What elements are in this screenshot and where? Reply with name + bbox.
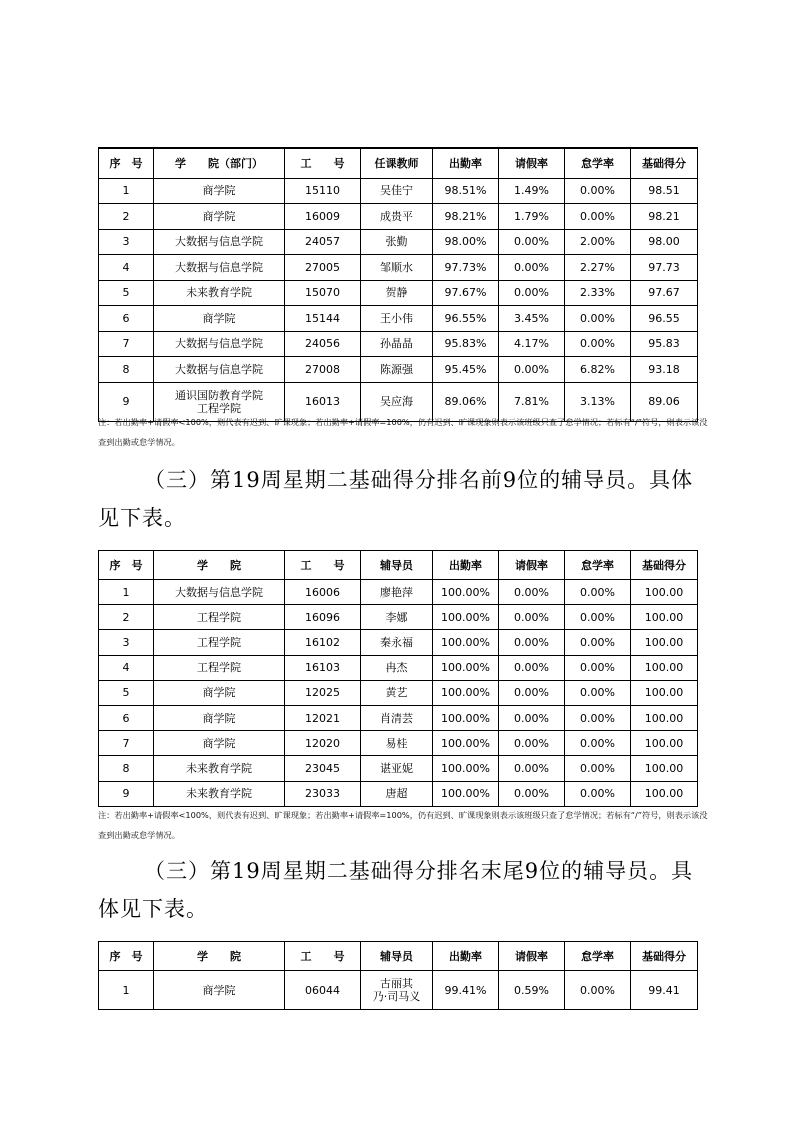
table-cell: 0.00%	[499, 605, 565, 630]
table-cell: 2.27%	[565, 255, 631, 281]
table-cell: 未来教育学院	[154, 756, 285, 781]
table-cell: 4	[99, 255, 154, 281]
table-cell: 27008	[285, 357, 361, 383]
table-cell: 李娜	[361, 605, 433, 630]
table-cell: 96.55%	[433, 306, 499, 332]
table-cell: 1.49%	[499, 178, 565, 204]
table-cell: 商学院	[154, 306, 285, 332]
table-cell: 吴应海	[361, 382, 433, 421]
table-cell: 0.00%	[499, 781, 565, 806]
table-cell: 3.45%	[499, 306, 565, 332]
table-cell: 16006	[285, 580, 361, 605]
column-header: 工 号	[285, 942, 361, 971]
table-cell: 工程学院	[154, 655, 285, 680]
column-header: 请假率	[499, 148, 565, 178]
table-cell: 秦永福	[361, 630, 433, 655]
table-cell: 16102	[285, 630, 361, 655]
table-row	[99, 605, 698, 630]
table-cell: 3.13%	[565, 382, 631, 421]
table-cell: 100.00%	[433, 630, 499, 655]
counselor-bottom-table	[98, 941, 698, 1010]
table-cell: 2.33%	[565, 280, 631, 306]
table-cell: 98.21	[631, 204, 698, 230]
table-row	[99, 705, 698, 730]
table-cell: 100.00%	[433, 605, 499, 630]
section-paragraph	[98, 461, 698, 537]
table-cell: 23045	[285, 756, 361, 781]
table-cell: 100.00	[631, 580, 698, 605]
column-header: 序 号	[99, 942, 154, 971]
table-cell: 0.00%	[565, 306, 631, 332]
column-header: 学 院（部门）	[154, 148, 285, 178]
section-heading-text: （三）第19周星期二基础得分排名前9位的辅导员。具体见下表。	[98, 468, 694, 530]
table-cell: 工程学院	[154, 605, 285, 630]
table-cell: 未来教育学院	[154, 781, 285, 806]
table-row	[99, 756, 698, 781]
table-cell: 100.00%	[433, 705, 499, 730]
table-cell: 1	[99, 580, 154, 605]
table-cell: 冉杰	[361, 655, 433, 680]
table-cell: 27005	[285, 255, 361, 281]
table-cell: 孙晶晶	[361, 331, 433, 357]
table-cell: 易桂	[361, 731, 433, 756]
table-cell: 王小伟	[361, 306, 433, 332]
table-cell: 0.00%	[499, 255, 565, 281]
table-cell: 0.00%	[499, 705, 565, 730]
table-cell: 0.00%	[499, 580, 565, 605]
table-cell: 5	[99, 280, 154, 306]
table-row	[99, 331, 698, 357]
table-cell: 93.18	[631, 357, 698, 383]
table-header	[99, 942, 698, 971]
column-header: 请假率	[499, 942, 565, 971]
table-cell: 张勤	[361, 229, 433, 255]
table-cell: 100.00	[631, 781, 698, 806]
table-cell: 0.00%	[565, 178, 631, 204]
table-cell: 0.00%	[565, 331, 631, 357]
table-cell: 4	[99, 655, 154, 680]
table-cell: 商学院	[154, 204, 285, 230]
table-cell: 100.00	[631, 756, 698, 781]
table-header	[99, 551, 698, 580]
column-header: 出勤率	[433, 148, 499, 178]
table-cell: 7	[99, 731, 154, 756]
table-cell: 100.00	[631, 680, 698, 705]
table-cell: 商学院	[154, 680, 285, 705]
teacher-ranking-table	[98, 147, 698, 422]
table-cell: 99.41%	[433, 971, 499, 1010]
table-note: 注：若出勤率+请假率<100%，则代表有迟到、旷课现象；若出勤率+请假率=100%，仍有迟到、旷课现象则表示该班级只查了怠学情况；若标有“/”符号，则表示该没查到出勤或怠学情况。	[98, 810, 708, 840]
table-row	[99, 655, 698, 680]
table-cell: 2	[99, 204, 154, 230]
table-cell: 2	[99, 605, 154, 630]
table-cell: 0.00%	[565, 781, 631, 806]
table-cell: 0.00%	[565, 655, 631, 680]
table-cell: 23033	[285, 781, 361, 806]
table-cell: 0.00%	[499, 756, 565, 781]
table-cell: 0.00%	[565, 605, 631, 630]
table-row	[99, 630, 698, 655]
table-cell: 98.51	[631, 178, 698, 204]
table-row	[99, 580, 698, 605]
table-cell: 15110	[285, 178, 361, 204]
column-header: 任课教师	[361, 148, 433, 178]
column-header: 出勤率	[433, 942, 499, 971]
table-cell: 96.55	[631, 306, 698, 332]
table-cell: 12025	[285, 680, 361, 705]
table-cell: 肖清芸	[361, 705, 433, 730]
table-cell: 0.59%	[499, 971, 565, 1010]
column-header: 辅导员	[361, 942, 433, 971]
table-cell: 98.51%	[433, 178, 499, 204]
table-cell: 95.45%	[433, 357, 499, 383]
table-cell: 97.73%	[433, 255, 499, 281]
section-paragraph	[98, 852, 698, 928]
table-cell: 15070	[285, 280, 361, 306]
column-header: 怠学率	[565, 942, 631, 971]
column-header: 请假率	[499, 551, 565, 580]
table-cell: 100.00	[631, 731, 698, 756]
table-cell: 4.17%	[499, 331, 565, 357]
table-cell: 97.67	[631, 280, 698, 306]
table-cell: 1	[99, 971, 154, 1010]
table-row	[99, 680, 698, 705]
table-cell: 100.00	[631, 605, 698, 630]
table-cell: 0.00%	[565, 630, 631, 655]
table-cell: 古丽其 乃·司马义	[361, 971, 433, 1010]
table-row	[99, 306, 698, 332]
table-cell: 吴佳宁	[361, 178, 433, 204]
table-cell: 0.00%	[499, 731, 565, 756]
table-cell: 24056	[285, 331, 361, 357]
table-cell: 89.06	[631, 382, 698, 421]
table-cell: 大数据与信息学院	[154, 255, 285, 281]
table-cell: 0.00%	[565, 756, 631, 781]
table-cell: 黄艺	[361, 680, 433, 705]
table-cell: 6	[99, 306, 154, 332]
table-cell: 100.00	[631, 655, 698, 680]
table-cell: 大数据与信息学院	[154, 229, 285, 255]
section-heading-text: （三）第19周星期二基础得分排名末尾9位的辅导员。具体见下表。	[98, 859, 694, 921]
table-cell: 0.00%	[499, 357, 565, 383]
table-cell: 2.00%	[565, 229, 631, 255]
column-header: 学 院	[154, 942, 285, 971]
table-row	[99, 229, 698, 255]
table-cell: 贺静	[361, 280, 433, 306]
table-cell: 商学院	[154, 731, 285, 756]
table-cell: 100.00%	[433, 756, 499, 781]
table-cell: 0.00%	[565, 204, 631, 230]
table-cell: 大数据与信息学院	[154, 357, 285, 383]
table-cell: 工程学院	[154, 630, 285, 655]
table-cell: 9	[99, 382, 154, 421]
table-cell: 7	[99, 331, 154, 357]
table-cell: 未来教育学院	[154, 280, 285, 306]
table-cell: 89.06%	[433, 382, 499, 421]
table-cell: 0.00%	[565, 971, 631, 1010]
table-row	[99, 178, 698, 204]
table-cell: 3	[99, 630, 154, 655]
table-cell: 24057	[285, 229, 361, 255]
table-cell: 0.00%	[565, 705, 631, 730]
table-cell: 0.00%	[499, 280, 565, 306]
table-cell: 99.41	[631, 971, 698, 1010]
table-cell: 0.00%	[499, 655, 565, 680]
table-cell: 0.00%	[499, 229, 565, 255]
table-cell: 商学院	[154, 705, 285, 730]
table-cell: 0.00%	[565, 580, 631, 605]
table-cell: 1.79%	[499, 204, 565, 230]
table-cell: 06044	[285, 971, 361, 1010]
table-cell: 谌亚妮	[361, 756, 433, 781]
table-cell: 廖艳萍	[361, 580, 433, 605]
table-cell: 商学院	[154, 971, 285, 1010]
table-cell: 12021	[285, 705, 361, 730]
column-header: 学 院	[154, 551, 285, 580]
table-cell: 唐超	[361, 781, 433, 806]
table-cell: 100.00%	[433, 680, 499, 705]
table-cell: 16096	[285, 605, 361, 630]
table-cell: 0.00%	[499, 680, 565, 705]
column-header: 工 号	[285, 551, 361, 580]
column-header: 工 号	[285, 148, 361, 178]
table-body	[99, 580, 698, 807]
table-row	[99, 971, 698, 1010]
table-cell: 8	[99, 756, 154, 781]
table-cell: 16009	[285, 204, 361, 230]
table-cell: 大数据与信息学院	[154, 580, 285, 605]
table-cell: 100.00%	[433, 580, 499, 605]
column-header: 出勤率	[433, 551, 499, 580]
table-cell: 1	[99, 178, 154, 204]
table-cell: 9	[99, 781, 154, 806]
table-cell: 98.00%	[433, 229, 499, 255]
column-header: 辅导员	[361, 551, 433, 580]
table-cell: 8	[99, 357, 154, 383]
table-row	[99, 280, 698, 306]
table-note: 注：若出勤率+请假率<100%，则代表有迟到、旷课现象；若出勤率+请假率=100%，仍有迟到、旷课现象则表示该班级只查了怠学情况；若标有“/”符号，则表示该没查到出勤或怠学情况。	[98, 417, 708, 447]
table-cell: 100.00	[631, 705, 698, 730]
table-cell: 0.00%	[499, 630, 565, 655]
table-cell: 5	[99, 680, 154, 705]
table-cell: 97.73	[631, 255, 698, 281]
table-cell: 6	[99, 705, 154, 730]
table-row	[99, 357, 698, 383]
table-cell: 0.00%	[565, 680, 631, 705]
table-cell: 100.00%	[433, 731, 499, 756]
table-cell: 100.00	[631, 630, 698, 655]
table-row	[99, 255, 698, 281]
table-cell: 97.67%	[433, 280, 499, 306]
counselor-top-table	[98, 550, 698, 807]
table-cell: 15144	[285, 306, 361, 332]
table-cell: 100.00%	[433, 781, 499, 806]
table-cell: 商学院	[154, 178, 285, 204]
table-cell: 95.83%	[433, 331, 499, 357]
table-body	[99, 178, 698, 421]
table-row	[99, 204, 698, 230]
column-header: 基础得分	[631, 551, 698, 580]
column-header: 怠学率	[565, 148, 631, 178]
column-header: 序 号	[99, 148, 154, 178]
table-cell: 成贵平	[361, 204, 433, 230]
column-header: 序 号	[99, 551, 154, 580]
table-cell: 100.00%	[433, 655, 499, 680]
table-row	[99, 781, 698, 806]
table-cell: 7.81%	[499, 382, 565, 421]
table-cell: 16013	[285, 382, 361, 421]
table-cell: 16103	[285, 655, 361, 680]
table-cell: 98.21%	[433, 204, 499, 230]
table-cell: 邹顺水	[361, 255, 433, 281]
table-row	[99, 731, 698, 756]
column-header: 怠学率	[565, 551, 631, 580]
column-header: 基础得分	[631, 942, 698, 971]
table-cell: 大数据与信息学院	[154, 331, 285, 357]
table-cell: 98.00	[631, 229, 698, 255]
table-cell: 陈源强	[361, 357, 433, 383]
table-cell: 0.00%	[565, 731, 631, 756]
table-body	[99, 971, 698, 1010]
table-header	[99, 148, 698, 178]
table-cell: 12020	[285, 731, 361, 756]
table-cell: 95.83	[631, 331, 698, 357]
column-header: 基础得分	[631, 148, 698, 178]
table-cell: 通识国防教育学院 工程学院	[154, 382, 285, 421]
table-cell: 6.82%	[565, 357, 631, 383]
table-cell: 3	[99, 229, 154, 255]
